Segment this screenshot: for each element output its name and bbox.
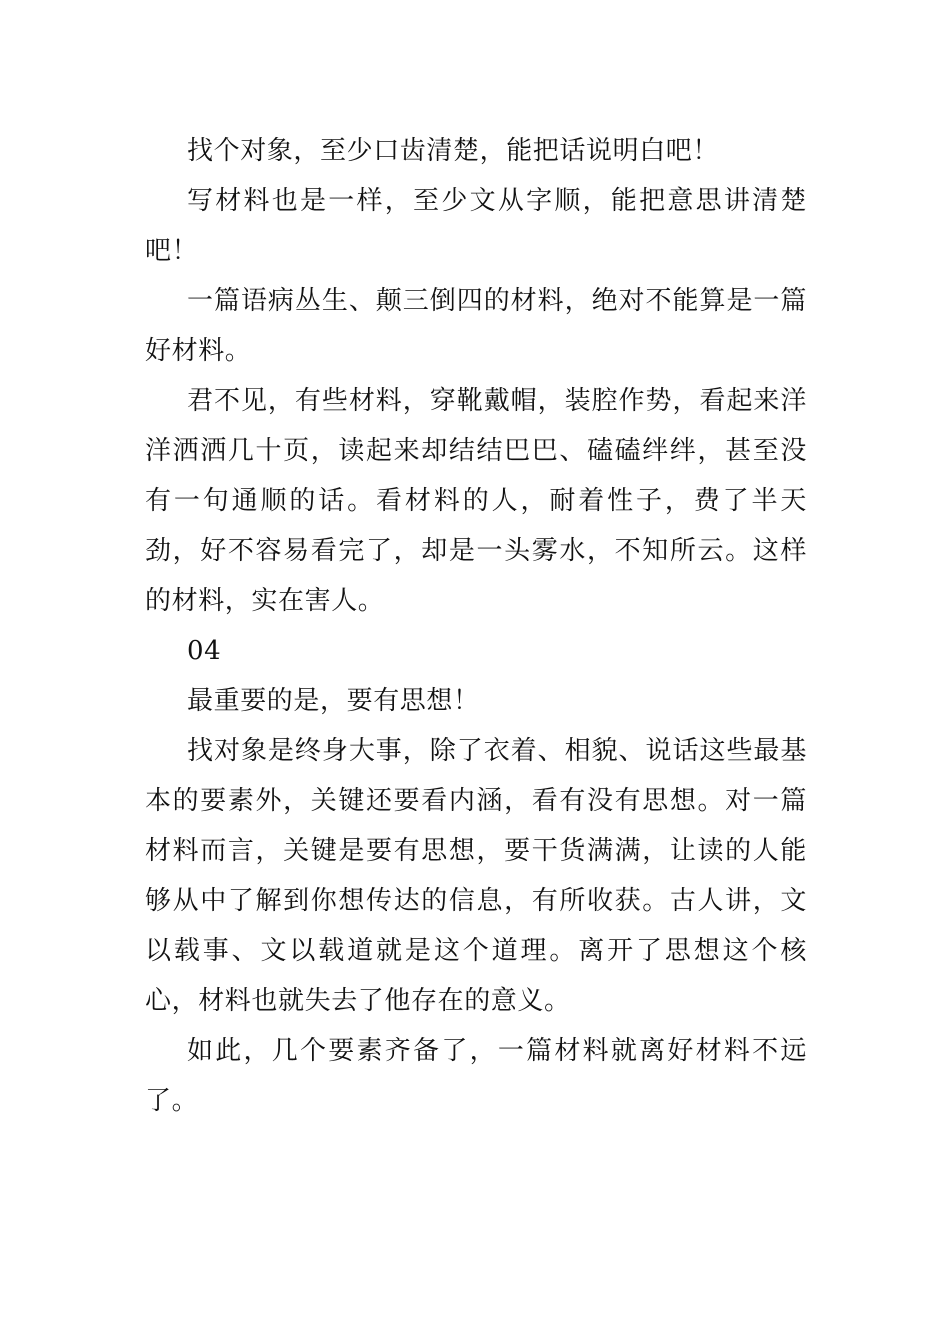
paragraph: 写材料也是一样，至少文从字顺，能把意思讲清楚吧！ [145, 186, 807, 266]
paragraph: 找对象是终身大事，除了衣着、相貌、说话这些最基本的要素外，关键还要看内涵，看有没有思想。对一篇材料而言，关键是要有思想，要干货满满，让读的人能够从中了解到你想传达的信息，有所收获。古人讲，文以载事、文以载道就是这个道理。离开了思想这个核心，材料也就失去了他存在的意义。 [145, 736, 807, 1016]
section-number: 04 [187, 636, 222, 666]
document-body [145, 126, 807, 1126]
paragraph: 最重要的是，要有思想！ [187, 686, 480, 716]
paragraph: 找个对象，至少口齿清楚，能把话说明白吧！ [187, 136, 720, 166]
paragraph: 一篇语病丛生、颠三倒四的材料，绝对不能算是一篇好材料。 [145, 286, 807, 366]
paragraph: 君不见，有些材料，穿靴戴帽，装腔作势，看起来洋洋洒洒几十页，读起来却结结巴巴、磕磕绊绊，甚至没有一句通顺的话。看材料的人，耐着性子，费了半天劲，好不容易看完了，却是一头雾水，不知所云。这样的材料，实在害人。 [145, 386, 807, 616]
paragraph: 如此，几个要素齐备了，一篇材料就离好材料不远了。 [145, 1036, 807, 1116]
